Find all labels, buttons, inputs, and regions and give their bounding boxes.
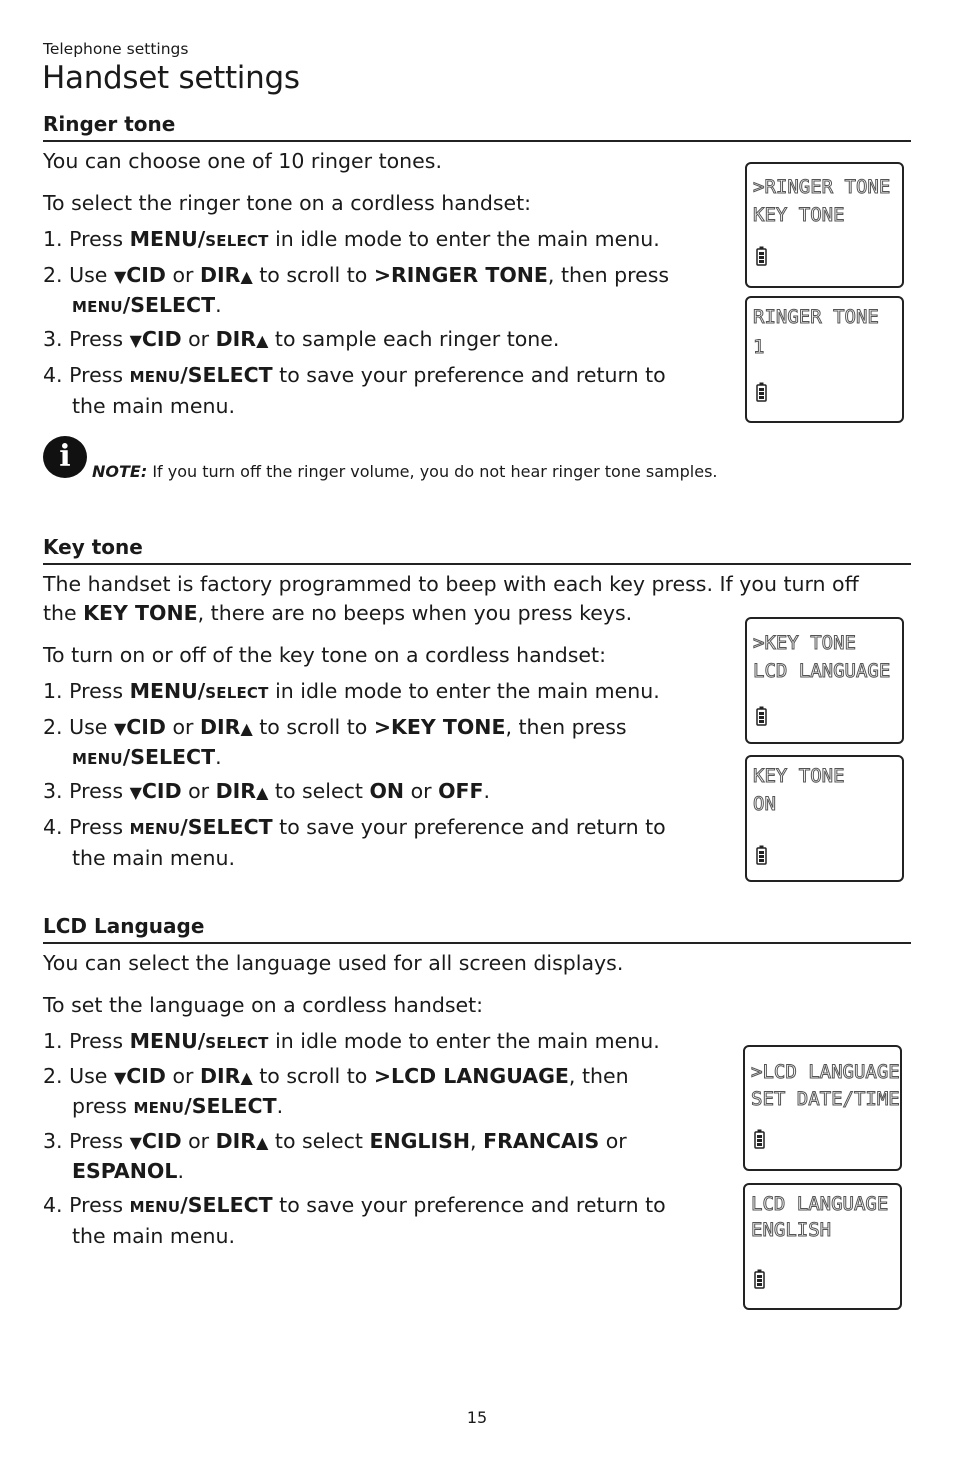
page-title: Handset settings [42, 60, 300, 96]
language-step-2: 2. Use ▼CID or DIR▲ to scroll to >LCD LANGUAGE, then press MENU/SELECT. [43, 1064, 629, 1118]
section-divider [43, 140, 911, 142]
keytone-step-1: 1. Press MENU/SELECT in idle mode to enter the main menu. [43, 679, 660, 703]
battery-icon [756, 845, 767, 865]
ringer-intro: You can choose one of 10 ringer tones. [43, 149, 442, 173]
lcd-screen [743, 1045, 902, 1171]
info-icon: i [43, 436, 87, 478]
ringer-step-3: 3. Press ▼CID or DIR▲ to sample each ringer tone. [43, 327, 560, 351]
language-step-3: 3. Press ▼CID or DIR▲ to select ENGLISH, FRANCAIS or ESPANOL. [43, 1129, 627, 1183]
lcd-line: >RINGER TONE [753, 176, 891, 198]
section-heading-key-tone: Key tone [43, 535, 143, 559]
lcd-line: >KEY TONE [753, 632, 856, 654]
battery-icon [754, 1129, 765, 1149]
keytone-step-2: 2. Use ▼CID or DIR▲ to scroll to >KEY TONE, then press MENU/SELECT. [43, 715, 627, 769]
keytone-lead: To turn on or off of the key tone on a cordless handset: [43, 643, 606, 667]
section-heading-lcd-language: LCD Language [43, 914, 205, 938]
page-number: 15 [466, 1408, 488, 1427]
language-step-4: 4. Press MENU/SELECT to save your preference and return to the main menu. [43, 1193, 666, 1248]
lcd-line: KEY TONE [753, 204, 845, 226]
down-arrow-icon: ▼ [113, 267, 127, 286]
lcd-line: ON [753, 793, 776, 815]
ringer-lead: To select the ringer tone on a cordless handset: [43, 191, 532, 215]
lcd-line: >LCD LANGUAGE [751, 1061, 900, 1083]
language-step-1: 1. Press MENU/SELECT in idle mode to enter the main menu. [43, 1029, 660, 1053]
section-divider [43, 942, 911, 944]
section-divider [43, 563, 911, 565]
lcd-line: LCD LANGUAGE [753, 660, 891, 682]
keytone-intro: The handset is factory programmed to beep with each key press. If you turn off the KEY TONE, there are no beeps when you press keys. [43, 572, 859, 625]
note-label: NOTE: [92, 462, 148, 481]
lcd-line: 1 [753, 336, 765, 358]
section-heading-ringer-tone: Ringer tone [43, 112, 176, 136]
battery-icon [756, 706, 767, 726]
lcd-screen [745, 755, 904, 882]
ringer-step-2: 2. Use ▼CID or DIR▲ to scroll to >RINGER TONE, then press MENU/SELECT. [43, 263, 670, 317]
breadcrumb: Telephone settings [43, 40, 189, 58]
lcd-line: KEY TONE [753, 765, 845, 787]
lcd-screen [745, 617, 904, 744]
lcd-screen [745, 296, 904, 423]
ringer-step-4: 4. Press MENU/SELECT to save your preference and return to the main menu. [43, 363, 666, 418]
up-arrow-icon: ▲ [240, 267, 253, 286]
lcd-line: ENGLISH [751, 1219, 832, 1241]
language-intro: You can select the language used for all screen displays. [43, 951, 624, 975]
lcd-line: RINGER TONE [753, 306, 879, 328]
language-lead: To set the language on a cordless handset: [43, 993, 484, 1017]
lcd-line: LCD LANGUAGE [751, 1193, 889, 1215]
keytone-step-4: 4. Press MENU/SELECT to save your preference and return to the main menu. [43, 815, 666, 870]
note-text: If you turn off the ringer volume, you do not hear ringer tone samples. [147, 462, 718, 481]
lcd-line: SET DATE/TIME [751, 1088, 900, 1110]
battery-icon [754, 1269, 765, 1289]
battery-icon [756, 382, 767, 402]
lcd-screen [745, 162, 904, 288]
ringer-step-1: 1. Press MENU/SELECT in idle mode to enter the main menu. [43, 227, 660, 251]
battery-icon [756, 246, 767, 266]
keytone-step-3: 3. Press ▼CID or DIR▲ to select ON or OFF. [43, 779, 491, 803]
lcd-screen [743, 1183, 902, 1310]
